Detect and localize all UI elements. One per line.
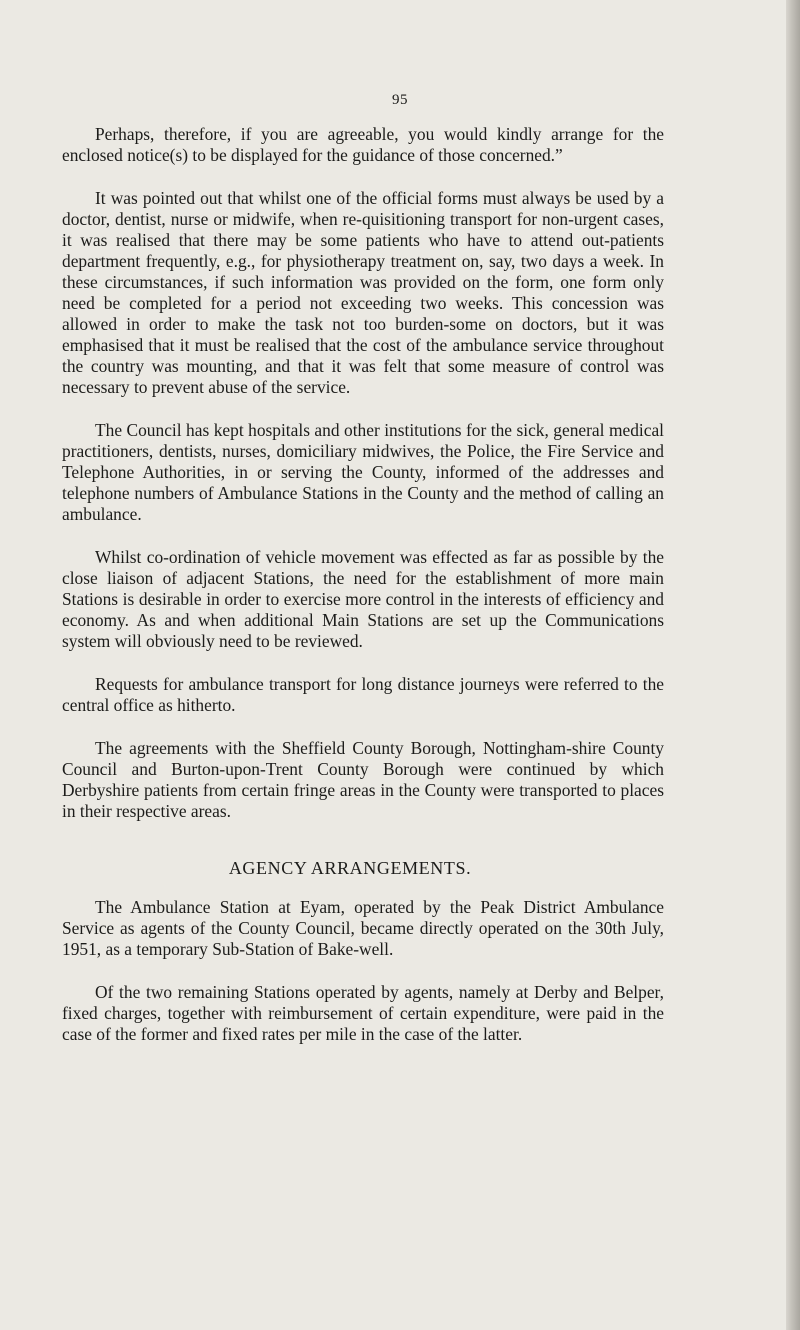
page-edge-shadow bbox=[786, 0, 800, 1330]
paragraph-remaining-stations: Of the two remaining Stations operated by agents, namely at Derby and Belper, fixed charges, together with reimbursement of certain expenditure, were paid in the case of the former and fixed rates per mile in the case of the latter. bbox=[62, 982, 664, 1044]
paragraph-council-informed: The Council has kept hospitals and other institutions for the sick, general medical practitioners, dentists, nurses, domiciliary midwives, the Police, the Fire Service and Telephone Authorities, in or serving the County, informed of the addresses and telephone numbers of Ambulance Stations in the County and the method of calling an ambulance. bbox=[62, 420, 664, 524]
page-number: 95 bbox=[392, 92, 408, 108]
paragraph-eyam-station: The Ambulance Station at Eyam, operated by the Peak District Ambulance Service as agents of the County Council, became directly operated on the 30th July, 1951, as a temporary Sub-Station of Bake-well. bbox=[62, 897, 664, 959]
paragraph-coordination: Whilst co-ordination of vehicle movement was effected as far as possible by the close liaison of adjacent Stations, the need for the establishment of more main Stations is desirable in order to exercise more control in the interests of efficiency and economy. As and when additional Main Stations are set up the Communications system will obviously need to be reviewed. bbox=[62, 547, 664, 651]
paragraph-agreements: The agreements with the Sheffield County Borough, Nottingham-shire County Council and Burton-upon-Trent County Borough were continued by which Derbyshire patients from certain fringe areas in the County were transported to places in their respective areas. bbox=[62, 738, 664, 821]
paragraph-long-distance: Requests for ambulance transport for long distance journeys were referred to the central office as hitherto. bbox=[62, 674, 664, 715]
section-heading: AGENCY ARRANGEMENTS. bbox=[228, 858, 472, 878]
paragraph-notice-request: Perhaps, therefore, if you are agreeable, you would kindly arrange for the enclosed notice(s) to be displayed for the guidance of those concerned.” bbox=[62, 124, 664, 165]
paragraph-official-forms: It was pointed out that whilst one of the official forms must always be used by a doctor, dentist, nurse or midwife, when re-quisitioning transport for non-urgent cases, it was realised that there may be some patients who have to attend out-patients department frequently, e.g., for physiotherapy treatment on, say, two days a week. In these circumstances, if such information was provided on the form, one form only need be completed for a period not exceeding two weeks. This concession was allowed in order to make the task not too burden-some on doctors, but it was emphasised that it must be realised that the cost of the ambulance service throughout the country was mounting, and that it was felt that some measure of control was necessary to prevent abuse of the service. bbox=[62, 188, 664, 397]
body-text bbox=[62, 124, 664, 1067]
